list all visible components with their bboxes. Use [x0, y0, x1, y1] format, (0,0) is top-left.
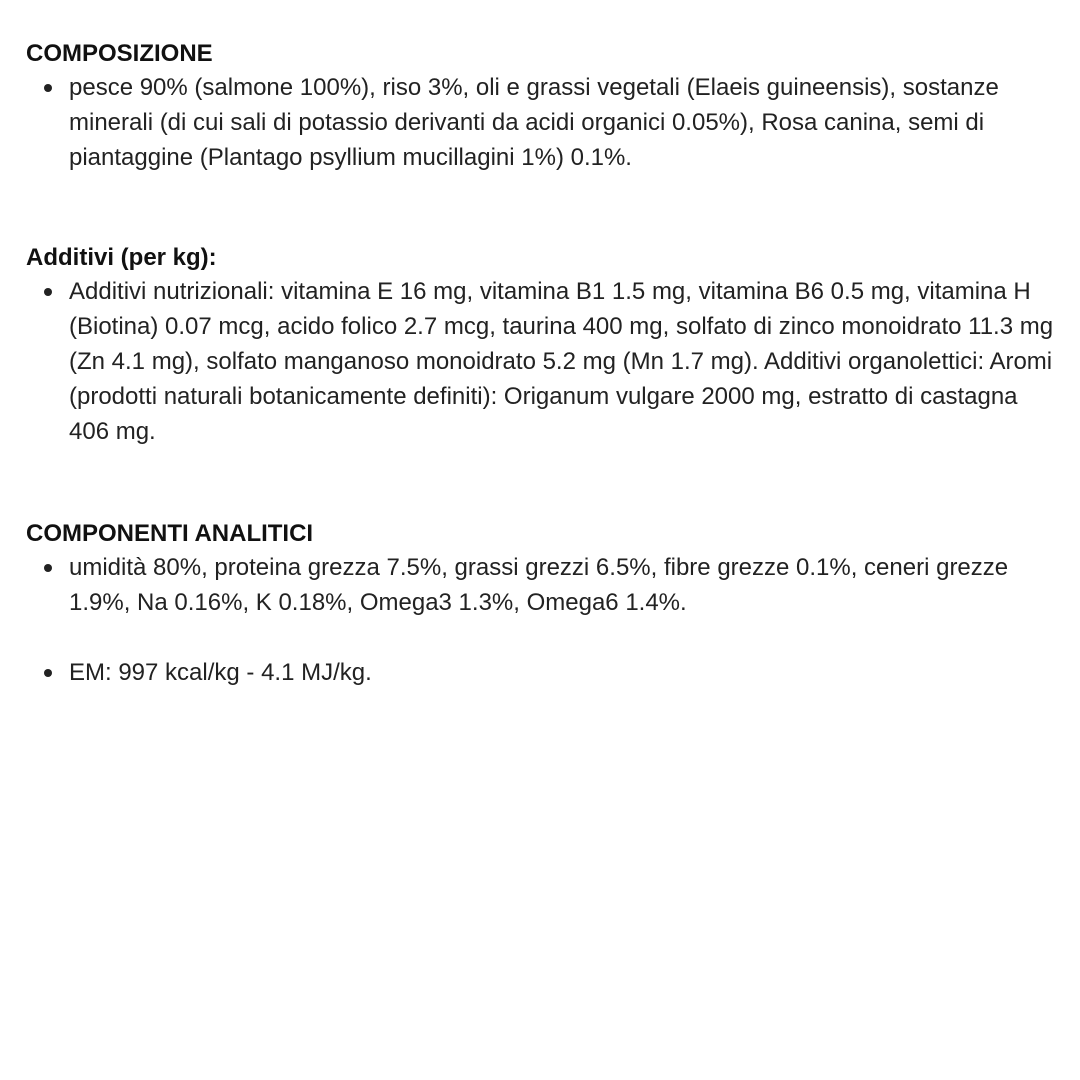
componenti-list [26, 550, 1060, 690]
section-title-componenti-analitici: COMPONENTI ANALITICI [26, 520, 314, 547]
list-item [26, 550, 1060, 620]
section-componenti-analitici [26, 518, 1060, 690]
bullet-icon [44, 669, 52, 677]
composizione-text: pesce 90% (salmone 100%), riso 3%, oli e grassi vegetali (Elaeis guineensis), sostanze minerali (di cui sali di potassio derivanti da acidi organici 0.05%), Rosa canina, semi di piantaggine (Plantago psyllium mucillagini 1%) 0.1%. [69, 74, 999, 171]
additivi-text: Additivi nutrizionali: vitamina E 16 mg, vitamina B1 1.5 mg, vitamina B6 0.5 mg, vitamina H (Biotina) 0.07 mcg, acido folico 2.7 mcg, taurina 400 mg, solfato di zinco monoidrato 11.3 mg (Zn 4.1 mg), solfato manganoso monoidrato 5.2 mg (Mn 1.7 mg). Additivi organolettici: Aromi (prodotti naturali botanicamente definiti): Origanum vulgare 2000 mg, estratto di castagna 406 mg. [69, 278, 1054, 445]
list-item [26, 655, 1060, 690]
additivi-list [26, 274, 1060, 449]
list-item [26, 70, 1060, 175]
section-additivi [26, 242, 1060, 449]
bullet-icon [44, 564, 52, 572]
bullet-icon [44, 288, 52, 296]
bullet-icon [44, 84, 52, 92]
section-title-composizione: COMPOSIZIONE [26, 40, 213, 67]
label-document [26, 38, 1060, 690]
list-item [26, 274, 1060, 449]
section-title-additivi: Additivi (per kg): [26, 244, 217, 271]
section-composizione [26, 38, 1060, 175]
componenti-text: umidità 80%, proteina grezza 7.5%, grassi grezzi 6.5%, fibre grezze 0.1%, ceneri grezze 1.9%, Na 0.16%, K 0.18%, Omega3 1.3%, Omega6 1.4%. [69, 554, 1009, 616]
energy-text: EM: 997 kcal/kg - 4.1 MJ/kg. [69, 659, 372, 686]
composizione-list [26, 70, 1060, 175]
